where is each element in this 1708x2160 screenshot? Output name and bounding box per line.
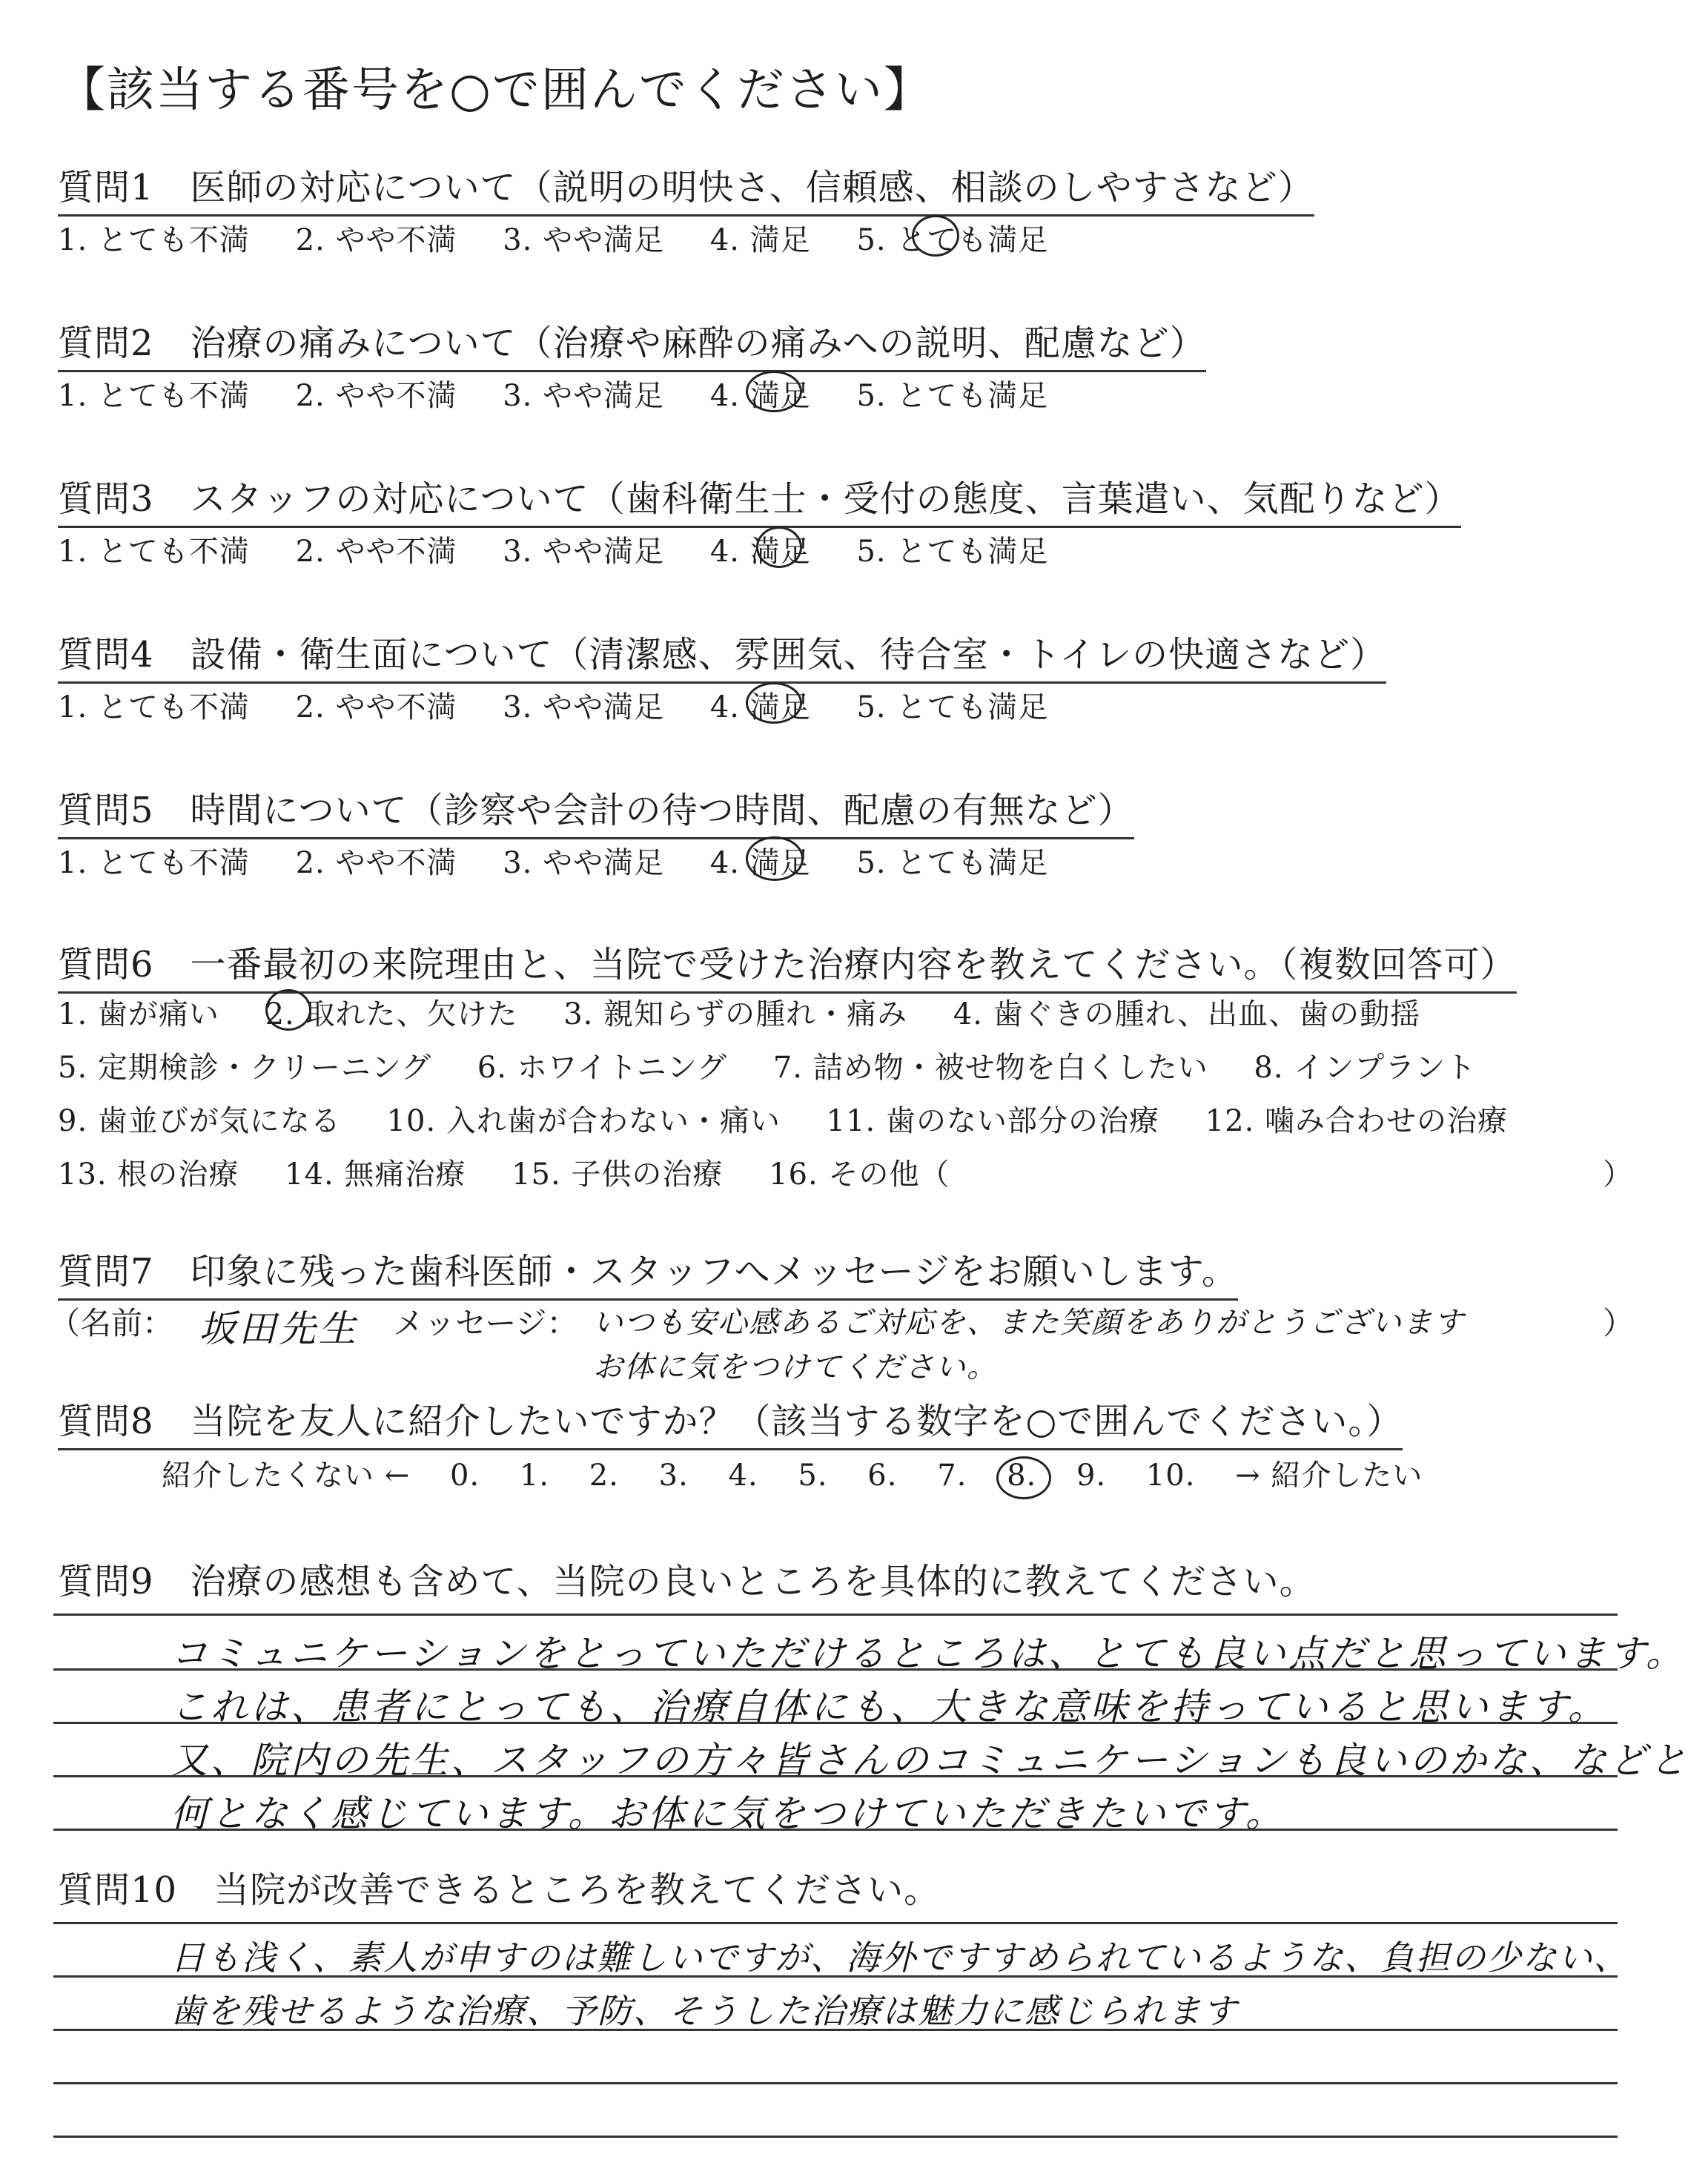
q2-option-5[interactable]: 5. とても満足 (856, 379, 1049, 413)
q6-option-16[interactable]: 16. その他（ (769, 1157, 950, 1192)
q8-option-8[interactable]: 8. (1007, 1459, 1037, 1493)
q2-option-4[interactable]: 4. 満足 (709, 379, 811, 413)
q5-option-4[interactable]: 4. 満足 (709, 846, 811, 880)
q4-option-1[interactable]: 1. とても不満 (58, 690, 250, 724)
q10-rule-5 (53, 2136, 1618, 2138)
q8-scale (162, 1452, 1423, 1494)
q6-option-6[interactable]: 6. ホワイトニング (477, 1051, 728, 1085)
q7-name-value[interactable]: 坂田先生 (199, 1307, 359, 1350)
q6-row-4 (58, 1151, 985, 1193)
q6-selection-circle (265, 989, 311, 1031)
q6-option-13[interactable]: 13. 根の治療 (58, 1157, 239, 1192)
q4-option-2[interactable]: 2. やや不満 (295, 690, 457, 724)
q5-option-5[interactable]: 5. とても満足 (856, 846, 1049, 880)
q6-option-2[interactable]: 2. 取れた、欠けた (265, 997, 518, 1031)
q8-option-2[interactable]: 2. (589, 1459, 619, 1493)
q5-option-2[interactable]: 2. やや不満 (295, 846, 457, 880)
q2-option-2[interactable]: 2. やや不満 (295, 379, 457, 413)
q7-label: 質問7 印象に残った歯科医師・スタッフへメッセージをお願いします。 (58, 1243, 1238, 1301)
q5-options (58, 839, 1084, 882)
q5-label: 質問5 時間について（診察や会計の待つ時間、配慮の有無など） (58, 782, 1134, 839)
q8-option-10[interactable]: 10. (1145, 1459, 1196, 1493)
q7-message-line-1[interactable]: いつも安心感あるご対応を、また笑顔をありがとうございます (593, 1306, 1465, 1340)
q4-options (58, 684, 1084, 726)
q4-option-5[interactable]: 5. とても満足 (856, 690, 1049, 724)
q6-option-1[interactable]: 1. 歯が痛い (58, 997, 219, 1031)
q5-option-1[interactable]: 1. とても不満 (58, 846, 250, 880)
q6-option-8[interactable]: 8. インプラント (1254, 1051, 1477, 1085)
q8-option-6[interactable]: 6. (867, 1459, 898, 1493)
q10-answer-line-2[interactable]: 歯を残せるような治療、予防、そうした治療は魅力に感じられます (171, 1991, 1238, 2031)
q9-answer-line-3[interactable]: 又、院内の先生、スタッフの方々皆さんのコミュニケーションも良いのかな、などと (171, 1739, 1689, 1782)
q8-selection-circle (996, 1456, 1051, 1499)
q9-rule-5 (53, 1829, 1618, 1831)
q3-option-3[interactable]: 3. やや満足 (503, 535, 665, 569)
q9-answer-line-1[interactable]: コミュニケーションをとっていただけるところは、とても良い点だと思っています。 (171, 1632, 1686, 1675)
q6-option-11[interactable]: 11. 歯のない部分の治療 (826, 1104, 1159, 1138)
q5-selection-circle (746, 836, 804, 881)
q6-label: 質問6 一番最初の来院理由と、当院で受けた治療内容を教えてください。（複数回答可） (58, 936, 1517, 994)
q3-option-2[interactable]: 2. やや不満 (295, 535, 457, 569)
q8-option-0[interactable]: 0. (449, 1459, 480, 1493)
q4-selection-circle (746, 682, 802, 724)
q8-right-label: → 紹介したい (1235, 1459, 1423, 1493)
q10-label: 質問10 当院が改善できるところを教えてください。 (58, 1869, 941, 1911)
q4-option-4[interactable]: 4. 満足 (709, 690, 811, 724)
q6-option-15[interactable]: 15. 子供の治療 (512, 1157, 724, 1192)
q1-label: 質問1 医師の対応について（説明の明快さ、信頼感、相談のしやすさなど） (58, 159, 1314, 217)
q1-option-2[interactable]: 2. やや不満 (295, 223, 457, 257)
q3-option-1[interactable]: 1. とても不満 (58, 535, 250, 569)
q9-answer-line-2[interactable]: これは、患者にとっても、治療自体にも、大きな意味を持っていると思います。 (171, 1685, 1608, 1728)
q6-row-3 (58, 1097, 1543, 1140)
q4-option-3[interactable]: 3. やや満足 (503, 690, 665, 724)
q8-option-7[interactable]: 7. (937, 1459, 967, 1493)
q9-rule-3 (53, 1722, 1618, 1724)
q6-row-2 (58, 1044, 1512, 1086)
q3-option-4[interactable]: 4. 満足 (709, 535, 811, 569)
q8-left-label: 紹介したくない ← (162, 1459, 411, 1493)
q6-option-10[interactable]: 10. 入れ歯が合わない・痛い (386, 1104, 781, 1138)
q1-selection-circle (912, 215, 959, 257)
q5-option-3[interactable]: 3. やや満足 (503, 846, 665, 880)
q8-option-9[interactable]: 9. (1076, 1459, 1107, 1493)
q2-option-1[interactable]: 1. とても不満 (58, 379, 250, 413)
q1-option-5[interactable]: 5. とても満足 (856, 223, 1049, 257)
q6-option-12[interactable]: 12. 噛み合わせの治療 (1205, 1104, 1509, 1138)
q1-option-4[interactable]: 4. 満足 (709, 223, 811, 257)
q7-message-line-2[interactable]: お体に気をつけてください。 (593, 1350, 998, 1384)
q7-name-label: （名前： (49, 1305, 174, 1341)
q3-label: 質問3 スタッフの対応について（歯科衛生士・受付の態度、言葉遣い、気配りなど） (58, 470, 1461, 528)
q6-option-9[interactable]: 9. 歯並びが気になる (58, 1104, 341, 1138)
q3-option-5[interactable]: 5. とても満足 (856, 535, 1049, 569)
q10-rule-3 (53, 2029, 1618, 2031)
q9-rule-4 (53, 1775, 1618, 1777)
q9-label: 質問9 治療の感想も含めて、当院の良いところを具体的に教えてください。 (58, 1561, 1316, 1602)
q4-label: 質問4 設備・衛生面について（清潔感、雰囲気、待合室・トイレの快適さなど） (58, 626, 1386, 684)
q2-option-3[interactable]: 3. やや満足 (503, 379, 665, 413)
q10-answer-line-1[interactable]: 日も浅く、素人が申すのは難しいですが、海外ですすめられているような、負担の少ない、 (171, 1938, 1629, 1978)
q8-option-4[interactable]: 4. (728, 1459, 758, 1493)
form-title: 【該当する番号を○で囲んでください】 (58, 63, 933, 118)
q6-option-14[interactable]: 14. 無痛治療 (285, 1157, 466, 1192)
q8-option-3[interactable]: 3. (658, 1459, 689, 1493)
q8-label: 質問8 当院を友人に紹介したいですか？（該当する数字を○で囲んでください。） (58, 1393, 1403, 1450)
q6-option-7[interactable]: 7. 詰め物・被せ物を白くしたい (772, 1051, 1208, 1085)
q9-rule-2 (53, 1668, 1618, 1671)
q9-rule-1 (53, 1614, 1618, 1616)
q10-rule-1 (53, 1922, 1618, 1924)
q6-other-close: ） (1603, 1157, 1633, 1192)
q3-options (58, 528, 1084, 570)
q1-option-3[interactable]: 3. やや満足 (503, 223, 665, 257)
q2-options (58, 372, 1084, 415)
q6-option-4[interactable]: 4. 歯ぐきの腫れ、出血、歯の動揺 (953, 997, 1421, 1031)
q9-answer-line-4[interactable]: 何となく感じています。お体に気をつけていただきたいです。 (171, 1792, 1285, 1835)
q7-close: ） (1603, 1305, 1635, 1341)
q10-rule-4 (53, 2082, 1618, 2084)
q2-selection-circle (746, 371, 802, 412)
q6-option-3[interactable]: 3. 親知らずの腫れ・痛み (563, 997, 908, 1031)
q1-option-1[interactable]: 1. とても不満 (58, 223, 250, 257)
q6-option-5[interactable]: 5. 定期検診・クリーニング (58, 1051, 432, 1085)
q8-option-1[interactable]: 1. (519, 1459, 550, 1493)
q7-message-label: メッセージ： (393, 1305, 578, 1341)
q3-selection-circle (756, 526, 802, 568)
q2-label: 質問2 治療の痛みについて（治療や麻酔の痛みへの説明、配慮など） (58, 314, 1206, 372)
q8-option-5[interactable]: 5. (798, 1459, 828, 1493)
q10-rule-2 (53, 1975, 1618, 1978)
